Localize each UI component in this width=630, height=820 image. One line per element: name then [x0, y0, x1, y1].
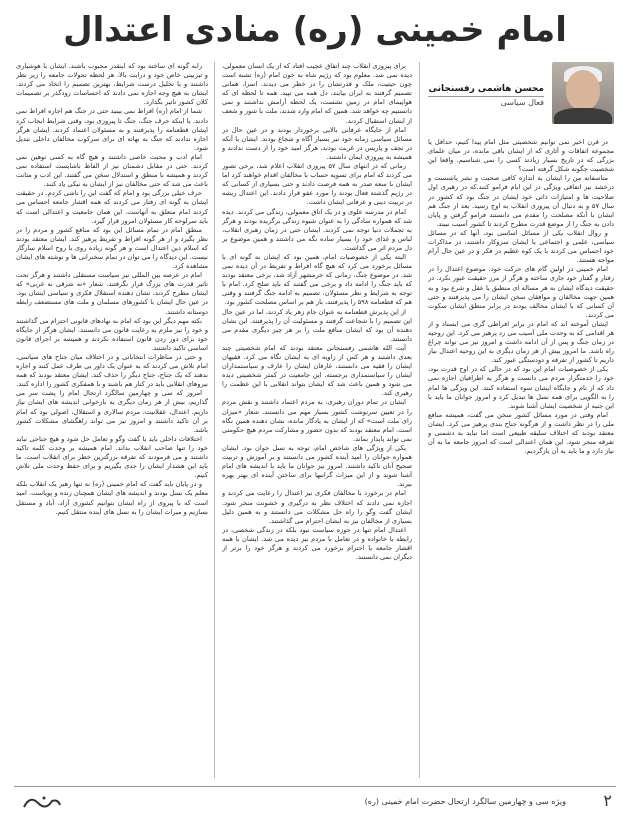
article-column-3 [16, 62, 208, 778]
page-footer [14, 786, 616, 817]
paragraph: البته یکی از خصوصیات امام، همین بود که ایشان به گونه ای با مسائل برخورد می کرد که هیچ گاه افراط و تفریط در آن دیده نمی شد. در موضوع جنگ، زمانی که خرمشهر آزاد شد، برخی معتقد بودند که باید جنگ را ادامه داد و برخی می گفتند که باید صلح کرد. امام با توجه به شرایط و نظر مسئولان، تصمیم به ادامه جنگ گرفتند و وقتی هم که قطعنامه ۵۹۸ را پذیرفتند، باز هم بر اساس مصلحت کشور بود. [222, 252, 412, 307]
paragraph: ایشان آموخته اند که امام در برابر افراطی گری می ایستاد و از هر اقدامی که به وحدت ملی آسیب می زد پرهیز می کرد. این روحیه در زمان جنگ و پس از آن ادامه داشت و امروز نیز می تواند چراغ راه باشد. ما امروز بیش از هر زمان دیگری به این روحیه اعتدال نیاز داریم تا کشور از تفرقه و دودستگی عبور کند. [428, 319, 614, 365]
paragraph: رابه گونه ای ساخته بود که اینقدر محبوب باشند. ایشان با هوشیاری و تیزبینی خاص خود و درایت بالا، هر لحظه تحولات جامعه را زیر نظر داشتند و با تحلیل درست شرایط، بهترین تصمیم را اتخاذ می کردند. ایشان به هیچ وجه اجازه نمی دادند که احساسات زودگذر بر تصمیمات کلان کشور تاثیر بگذارد. [16, 62, 208, 107]
paragraph: نکته مهم دیگر این بود که امام به نهادهای قانونی احترام می گذاشتند و خود را نیز ملزم به رعایت قانون می دانستند. ایشان هرگز از جایگاه خود برای دور زدن قانون استفاده نکردند و همیشه بر اجرای قانون اساسی تاکید داشتند. [16, 316, 208, 352]
paragraph: شما از امام (ره) افراط نمی بینید حتی در جنگ هم اجازه افراط نمی دادند. با اینکه حرف جنگ، جنگ تا پیروزی بود، وقتی شرایط ایجاب کرد ایشان قطعنامه را پذیرفتند و به مسئولان اعتماد کردند. ایشان هرگز اجازه ندادند که جنگ به بهانه ای برای سرکوب مخالفان داخلی تبدیل شود. [16, 107, 208, 152]
paragraph: و در پایان باید گفت که امام خمینی (ره) نه تنها رهبر یک انقلاب بلکه معلم یک نسل بودند و اندیشه های ایشان همچنان زنده و پویاست. امید است که با پیروی از راه ایشان بتوانیم کشوری آزاد، آباد و مستقل بسازیم و میراث ایشان را به نسل های آینده منتقل کنیم. [16, 480, 208, 516]
headline: امام خمینی (ره) منادی اعتدال [63, 10, 567, 50]
paragraph: اختلافات داخلی باید با گفت وگو و تعامل حل شود و هیچ جناحی نباید خود را تنها صاحب انقلاب بداند. امام همیشه بر وحدت کلمه تاکید داشتند و می فرمودند که تفرقه بزرگترین خطر برای انقلاب است. ما باید این هشدار ایشان را جدی بگیریم و برای حفظ وحدت ملی تلاش کنیم. [16, 434, 208, 480]
paragraph: زمانی که در انتهای سال ۵۷ پیروزی انقلاب اعلام شد، برخی تصور می کردند که امام برای تسویه حساب با مخالفان اقدام خواهند کرد اما ایشان با سعه صدر به همه فرصت دادند و حتی بسیاری از کسانی که در رژیم گذشته فعال بودند را مورد عفو قرار دادند. این اعتدال ریشه در تربیت دینی و عرفانی ایشان داشت. [222, 162, 412, 207]
paragraph: منطق امام در تمام مسائل این بود که منافع کشور و مردم را در نظر بگیرد و از هر گونه افراط و تفریط پرهیز کند. ایشان معتقد بودند که اسلام دین اعتدال است و هر گونه زیاده روی با روح اسلام سازگار نیست. این دیدگاه را می توان در تمام سخنرانی ها و نوشته های ایشان مشاهده کرد. [16, 225, 208, 271]
paragraph: و حتی در مناظرات انتخاباتی و در اختلاف میان جناح های سیاسی، امام تلاش می کردند که به عنوان یک داور بی طرف عمل کنند و اجازه ندهند که یک جناح، جناح دیگر را حذف کند. ایشان معتقد بودند که همه نیروهای انقلابی باید در کنار هم باشند و با همفکری کشور را اداره کنند. [16, 353, 208, 389]
paragraph: یکی از ویژگی های شاخص امام، توجه به نسل جوان بود. ایشان همواره جوانان را امید آینده کشور می دانستند و بر آموزش و تربیت صحیح آنان تاکید داشتند. امروز نیز جوانان ما باید با اندیشه های امام آشنا شوند و از این میراث گرانبها برای ساختن آینده ای بهتر بهره ببرند. [222, 443, 412, 489]
author-photo [552, 62, 614, 124]
paragraph: اعتدال امام تنها در حوزه سیاست نبود بلکه در زندگی شخصی، در رابطه با خانواده و در تعامل با مردم نیز دیده می شد. ایشان با همه اقشار جامعه با احترام برخورد می کردند و هرگز خود را برتر از دیگران نمی دانستند. [222, 525, 412, 562]
author-name: محسن هاشمی رفسنجانی [428, 84, 544, 94]
article-column-1 [428, 138, 614, 778]
article-column-2 [222, 62, 412, 778]
paragraph: حرف خیلی بزرگی بود و امام که گفت این را ناشی کردم. در حقیقت ایشان به گونه ای رفتار می کردند که همه اقشار جامعه احساس می کردند امام متعلق به آنهاست. این همان جامعیت و اعتدالی است که باید سرلوحه کار مسئولان امروز قرار گیرد. [16, 189, 208, 225]
newspaper-logo-icon [20, 793, 64, 811]
paragraph: یکی از خصوصیات امام این بود که در حالی که در اوج قدرت بود، خود را خدمتگزار مردم می دانست و هرگز به اطرافیان اجازه نمی داد که از نام و جایگاه ایشان سوء استفاده کنند. این ویژگی ها امام را به الگویی برای همه نسل ها تبدیل کرد و امروز جوانان ما باید با این جنبه از شخصیت ایشان آشنا شوند. [428, 365, 614, 410]
column-divider [214, 62, 215, 778]
paragraph: امام خمینی در اولین گام های حرکت خود، موضوع اعتدال را در رفتار و گفتار خود جاری ساخته و هرگز از مرز حقیقت عبور نکرد. در حقیقت دیدگاه ایشان به هر مساله ای منطبق با عقل و شرع بود و به همین جهت مخالفان و موافقان سخن ایشان را می پذیرفتند و حتی آن کسانی که با ایشان مخالف بودند در برابر منطق ایشان سکوت می کردند. [428, 265, 614, 319]
paragraph: امام در برخورد با مخالفان فکری نیز اعتدال را رعایت می کردند و اجازه نمی دادند که اختلاف نظر به درگیری و خشونت منجر شود. ایشان گفت وگو را راه حل مشکلات می دانستند و به همین دلیل بسیاری از مخالفان نیز به ایشان احترام می گذاشتند. [222, 489, 412, 525]
paragraph: امام ادب و محبت خاصی داشتند و هیچ گاه به کسی توهین نمی کردند. حتی در مقابل دشمنان نیز از الفاظ ناشایست استفاده نمی کردند و همیشه با منطق و استدلال سخن می گفتند. این ادب و متانت باعث می شد که حتی مخالفان نیز از ایشان به نیکی یاد کنند. [16, 152, 208, 189]
author-box [428, 62, 614, 134]
column-divider [419, 62, 420, 778]
paragraph: امام در مدرسه علوی و در یک اتاق معمولی، زندگی می کردند. دیده شد که همواره سادگی را به عنوان شیوه زندگی برگزیده بودند و هرگز به تجملات دنیا توجه نمی کردند. ایشان حتی در زمان رهبری انقلاب، لباس و غذای خود را بسیار ساده نگه می داشتند و همین موضوع بر دل مردم اثر می گذاشت. [222, 207, 412, 252]
page-number: ۲ [603, 791, 612, 810]
paragraph: امام در عرصه بین المللی نیز سیاست مستقلی داشتند و هرگز تحت تاثیر قدرت های بزرگ قرار نگرفتند. شعار «نه شرقی نه غربی» که ایشان مطرح کردند، نشان دهنده استقلال فکری و سیاسی ایشان بود. در عین حال ایشان با کشورهای مسلمان و ملت های مستضعف رابطه دوستانه داشتند. [16, 271, 208, 316]
paragraph: در قرن اخیر نمی توانیم شخصیتی مثل امام پیدا کنیم، حداقل یا مجموعه اتفاقات و آثاری که از ایشان باقی مانده، در میان علمای بزرگی که در تاریخ بسیار زیادند کسی را نمی شناسیم. واقعا این شخصیت چگونه شکل گرفته است؟ [428, 138, 614, 174]
paragraph: امام وقتی در مورد مسائل کشور سخن می گفت، همیشه منافع ملی را در نظر داشت و از هرگونه جناح بندی پرهیز می کرد. ایشان معتقد بودند که اختلاف سلیقه طبیعی است اما نباید به دشمنی و تفرقه منجر شود. این همان اعتدالی است که امروز جامعه ما به آن نیاز دارد و ما باید به آن بازگردیم. [428, 410, 614, 456]
footer-text: ویژه سی و چهارمین سالگرد ارتحال حضرت امام خمینی (ره) [364, 797, 566, 806]
paragraph: برای پیروزی انقلاب چند اتفاق عجیب افتاد که از یک انسان معمولی، دیده نمی شد. معلوم بود که رژیم شاه به خون امام (ره) تشنه است چون حیثیت، ملک و قدرتشان را در خطر می دیدند. اسرا، همانی تصمیم گرفتند به ایران بیایند، دل همه می تپید. همه تا لحظه ای که هواپیمای امام در زمین نشست، یک لحظه آرامش نداشتند و نمی دانستیم چه خواهد شد. همین که امام وارد شدند، ملت با شور و شعف از ایشان استقبال کردند. [222, 62, 412, 125]
paragraph: و روال انقلاب یکی از مسائل اساسی بود، آنها که در مسائل سیاسی، علمی و اجتماعی با ایشان سروکار داشتند، در مذاکرات خود احساس می کردند با یک کوه عظیم در فکر و در عین حال آرام مواجه هستند. [428, 228, 614, 265]
paragraph: از این پذیرش قطعنامه به عنوان جام زهر یاد کردند، اما در عین حال این تصمیم را با شجاعت گرفتند و مسئولیت آن را پذیرفتند. این نشان دهنده آن بود که ایشان منافع ملت را بر هر چیز دیگری مقدم می دانستند. [222, 307, 412, 343]
author-role: فعال سیاسی [500, 98, 544, 107]
paragraph: امروز که سی و چهارمین سالگرد ارتحال امام را پشت سر می گذاریم، بیش از هر زمان دیگری به بازخوانی اندیشه های ایشان نیاز داریم. اعتدال، عقلانیت، مردم سالاری و استقلال، اصولی بود که امام بر آن تاکید داشتند و امروز نیز می تواند راهگشای مشکلات کشور باشد. [16, 389, 208, 434]
author-divider [428, 96, 544, 97]
paragraph: متاسفانه من را ایشان به اندازه کافی صحبت و نشر پاشنست و درخشد نیز اتفاقی ویژگی در این ایام فرامو کنند.که در رهبری اول صلاحیت ها و امتیازات ذاتی خود ایشان در جنگ بود که کشور در سال ۵۷ و به دنبال آن پیروزی انقلاب به اوج رسید. بعد از جنگ هم ایشان با آنکه مصلحت را مقدم می دانستند فرامو گرفتن و پایان دادن به جنگ را از موضع قدرت مطرح کردند تا کشور آسیب نبیند. [428, 174, 614, 228]
paragraph: ایشان در تمام دوران رهبری، به مردم اعتماد داشتند و نقش مردم را در تعیین سرنوشت کشور بسیار مهم می دانستند. شعار «میزان رای ملت است» که از ایشان به یادگار مانده، نشان دهنده همین نگاه است. امام معتقد بودند که بدون حضور و مشارکت مردم هیچ حکومتی نمی تواند پایدار بماند. [222, 398, 412, 443]
paragraph: امام از جایگاه عرفانی بالایی برخوردار بودند و در عین حال در مسائل سیاسی زمانه خود نیز بسیار آگاه و شجاع بودند. ایشان با آنکه در نجف و پاریس در غربت بودند، هرگز امید خود را از دست ندادند و همیشه به پیروزی ایمان داشتند. [222, 125, 412, 161]
paragraph: آیت الله هاشمی رفسنجانی معتقد بودند که امام شخصیتی چند بعدی داشتند و هر کس از زاویه ای به ایشان نگاه می کرد. فقیهان ایشان را فقیه می دانستند، عارفان ایشان را عارف و سیاستمداران ایشان را سیاستمداری برجسته. این جامعیت در کمتر شخصیتی دیده می شود و همین باعث شد که ایشان بتواند انقلابی با این عظمت را رهبری کند. [222, 343, 412, 398]
